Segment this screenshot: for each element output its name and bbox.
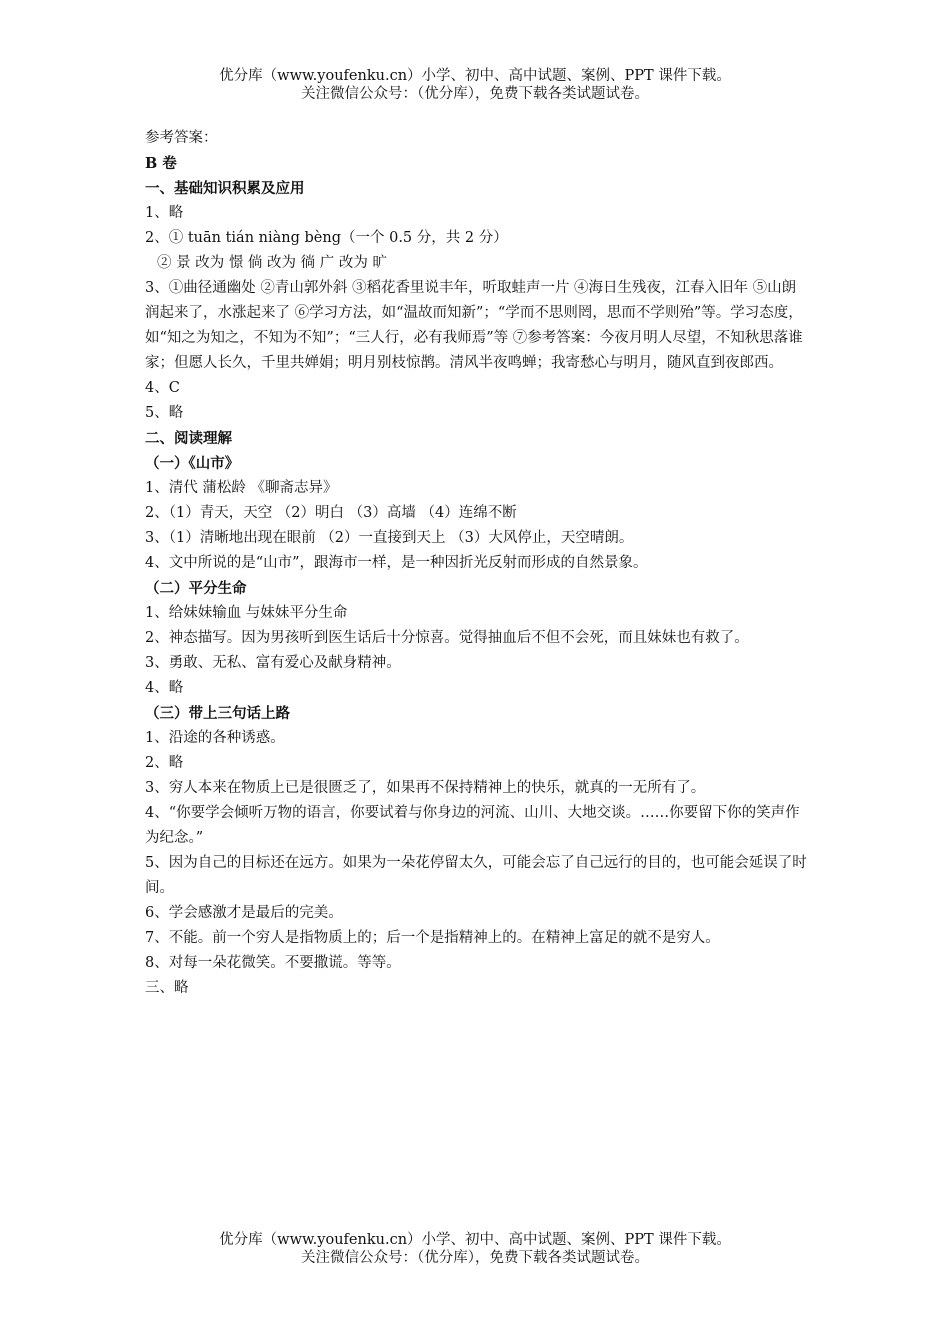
answer-line: 1、沿途的各种诱惑。 <box>145 730 285 746</box>
answer-line: 2、（1）青天，天空 （2）明白 （3）高墙 （4）连绵不断 <box>145 505 517 521</box>
section-heading: （三）带上三句话上路 <box>145 705 290 722</box>
answer-line: 2、略 <box>145 755 184 771</box>
answer-line: 1、略 <box>145 205 184 221</box>
answer-line: 参考答案： <box>145 130 218 146</box>
answer-line: 3、勇敢、无私、富有爱心及献身精神。 <box>145 655 401 671</box>
header-line-2: 关注微信公众号：（优分库），免费下载各类试题试卷。 <box>301 86 649 102</box>
answer-line: 4、C <box>145 380 180 396</box>
section-heading: 二、阅读理解 <box>145 430 232 447</box>
answer-line: 1、清代 蒲松龄 《聊斋志异》 <box>145 480 338 496</box>
answer-content <box>145 126 807 1001</box>
section-heading: （二）平分生命 <box>145 580 247 597</box>
answer-line: 5、因为自己的目标还在远方。如果为一朵花停留太久，可能会忘了自己远行的目的，也可能会延误了时间。 <box>145 855 807 896</box>
page-footer <box>0 1231 950 1267</box>
answer-line: 三、略 <box>145 980 189 996</box>
answer-line: 4、“你要学会倾听万物的语言，你要试着与你身边的河流、山川、大地交谈。……你要留下你的笑声作为纪念。” <box>145 805 800 846</box>
section-heading: 一、基础知识积累及应用 <box>145 180 305 197</box>
answer-line: 4、文中所说的是“山市”，跟海市一样，是一种因折光反射而形成的自然景象。 <box>145 555 648 571</box>
answer-line: 7、不能。前一个穷人是指物质上的；后一个是指精神上的。在精神上富足的就不是穷人。 <box>145 930 720 946</box>
answer-line: ② 景 改为 憬 倘 改为 徜 广 改为 旷 <box>157 255 387 271</box>
answer-line: 1、给妹妹输血 与妹妹平分生命 <box>145 605 348 621</box>
answer-line: 3、（1）清晰地出现在眼前 （2）一直接到天上 （3）大风停止，天空晴朗。 <box>145 530 634 546</box>
footer-line-1: 优分库（www.youfenku.cn）小学、初中、高中试题、案例、PPT 课件下载。 <box>219 1232 731 1248</box>
answer-line: 2、① tuān tián niàng bèng（一个 0.5 分，共 2 分） <box>145 230 508 246</box>
answer-line: 2、神态描写。因为男孩听到医生话后十分惊喜。觉得抽血后不但不会死，而且妹妹也有救了。 <box>145 630 749 646</box>
header-line-1: 优分库（www.youfenku.cn）小学、初中、高中试题、案例、PPT 课件下载。 <box>219 68 731 84</box>
section-heading: （一）《山市》 <box>145 455 240 472</box>
answer-line: 8、对每一朵花微笑。不要撒谎。等等。 <box>145 955 401 971</box>
footer-line-2: 关注微信公众号：（优分库），免费下载各类试题试卷。 <box>301 1250 649 1266</box>
section-heading: B 卷 <box>145 155 177 172</box>
answer-line: 4、略 <box>145 680 184 696</box>
answer-line: 3、①曲径通幽处 ②青山郭外斜 ③稻花香里说丰年，听取蛙声一片 ④海日生残夜，江春入旧年 ⑤山朗润起来了，水涨起来了 ⑥学习方法，如“温故而知新”；“学而不思则罔，思而不学则殆”等。学习态度，如“知之为知之，不知为不知”；“三人行，必有我师焉”等 ⑦参考答案：今夜月明人尽望，不知秋思落谁家；但愿人长久，千里共婵娟；明月别枝惊鹊。清风半夜鸣蝉；我寄愁心与明月，随风直到夜郎西。 <box>145 280 803 371</box>
answer-line: 5、略 <box>145 405 184 421</box>
answer-line: 6、学会感激才是最后的完美。 <box>145 905 343 921</box>
page-header <box>0 67 950 103</box>
answer-line: 3、穷人本来在物质上已是很匮乏了，如果再不保持精神上的快乐，就真的一无所有了。 <box>145 780 706 796</box>
